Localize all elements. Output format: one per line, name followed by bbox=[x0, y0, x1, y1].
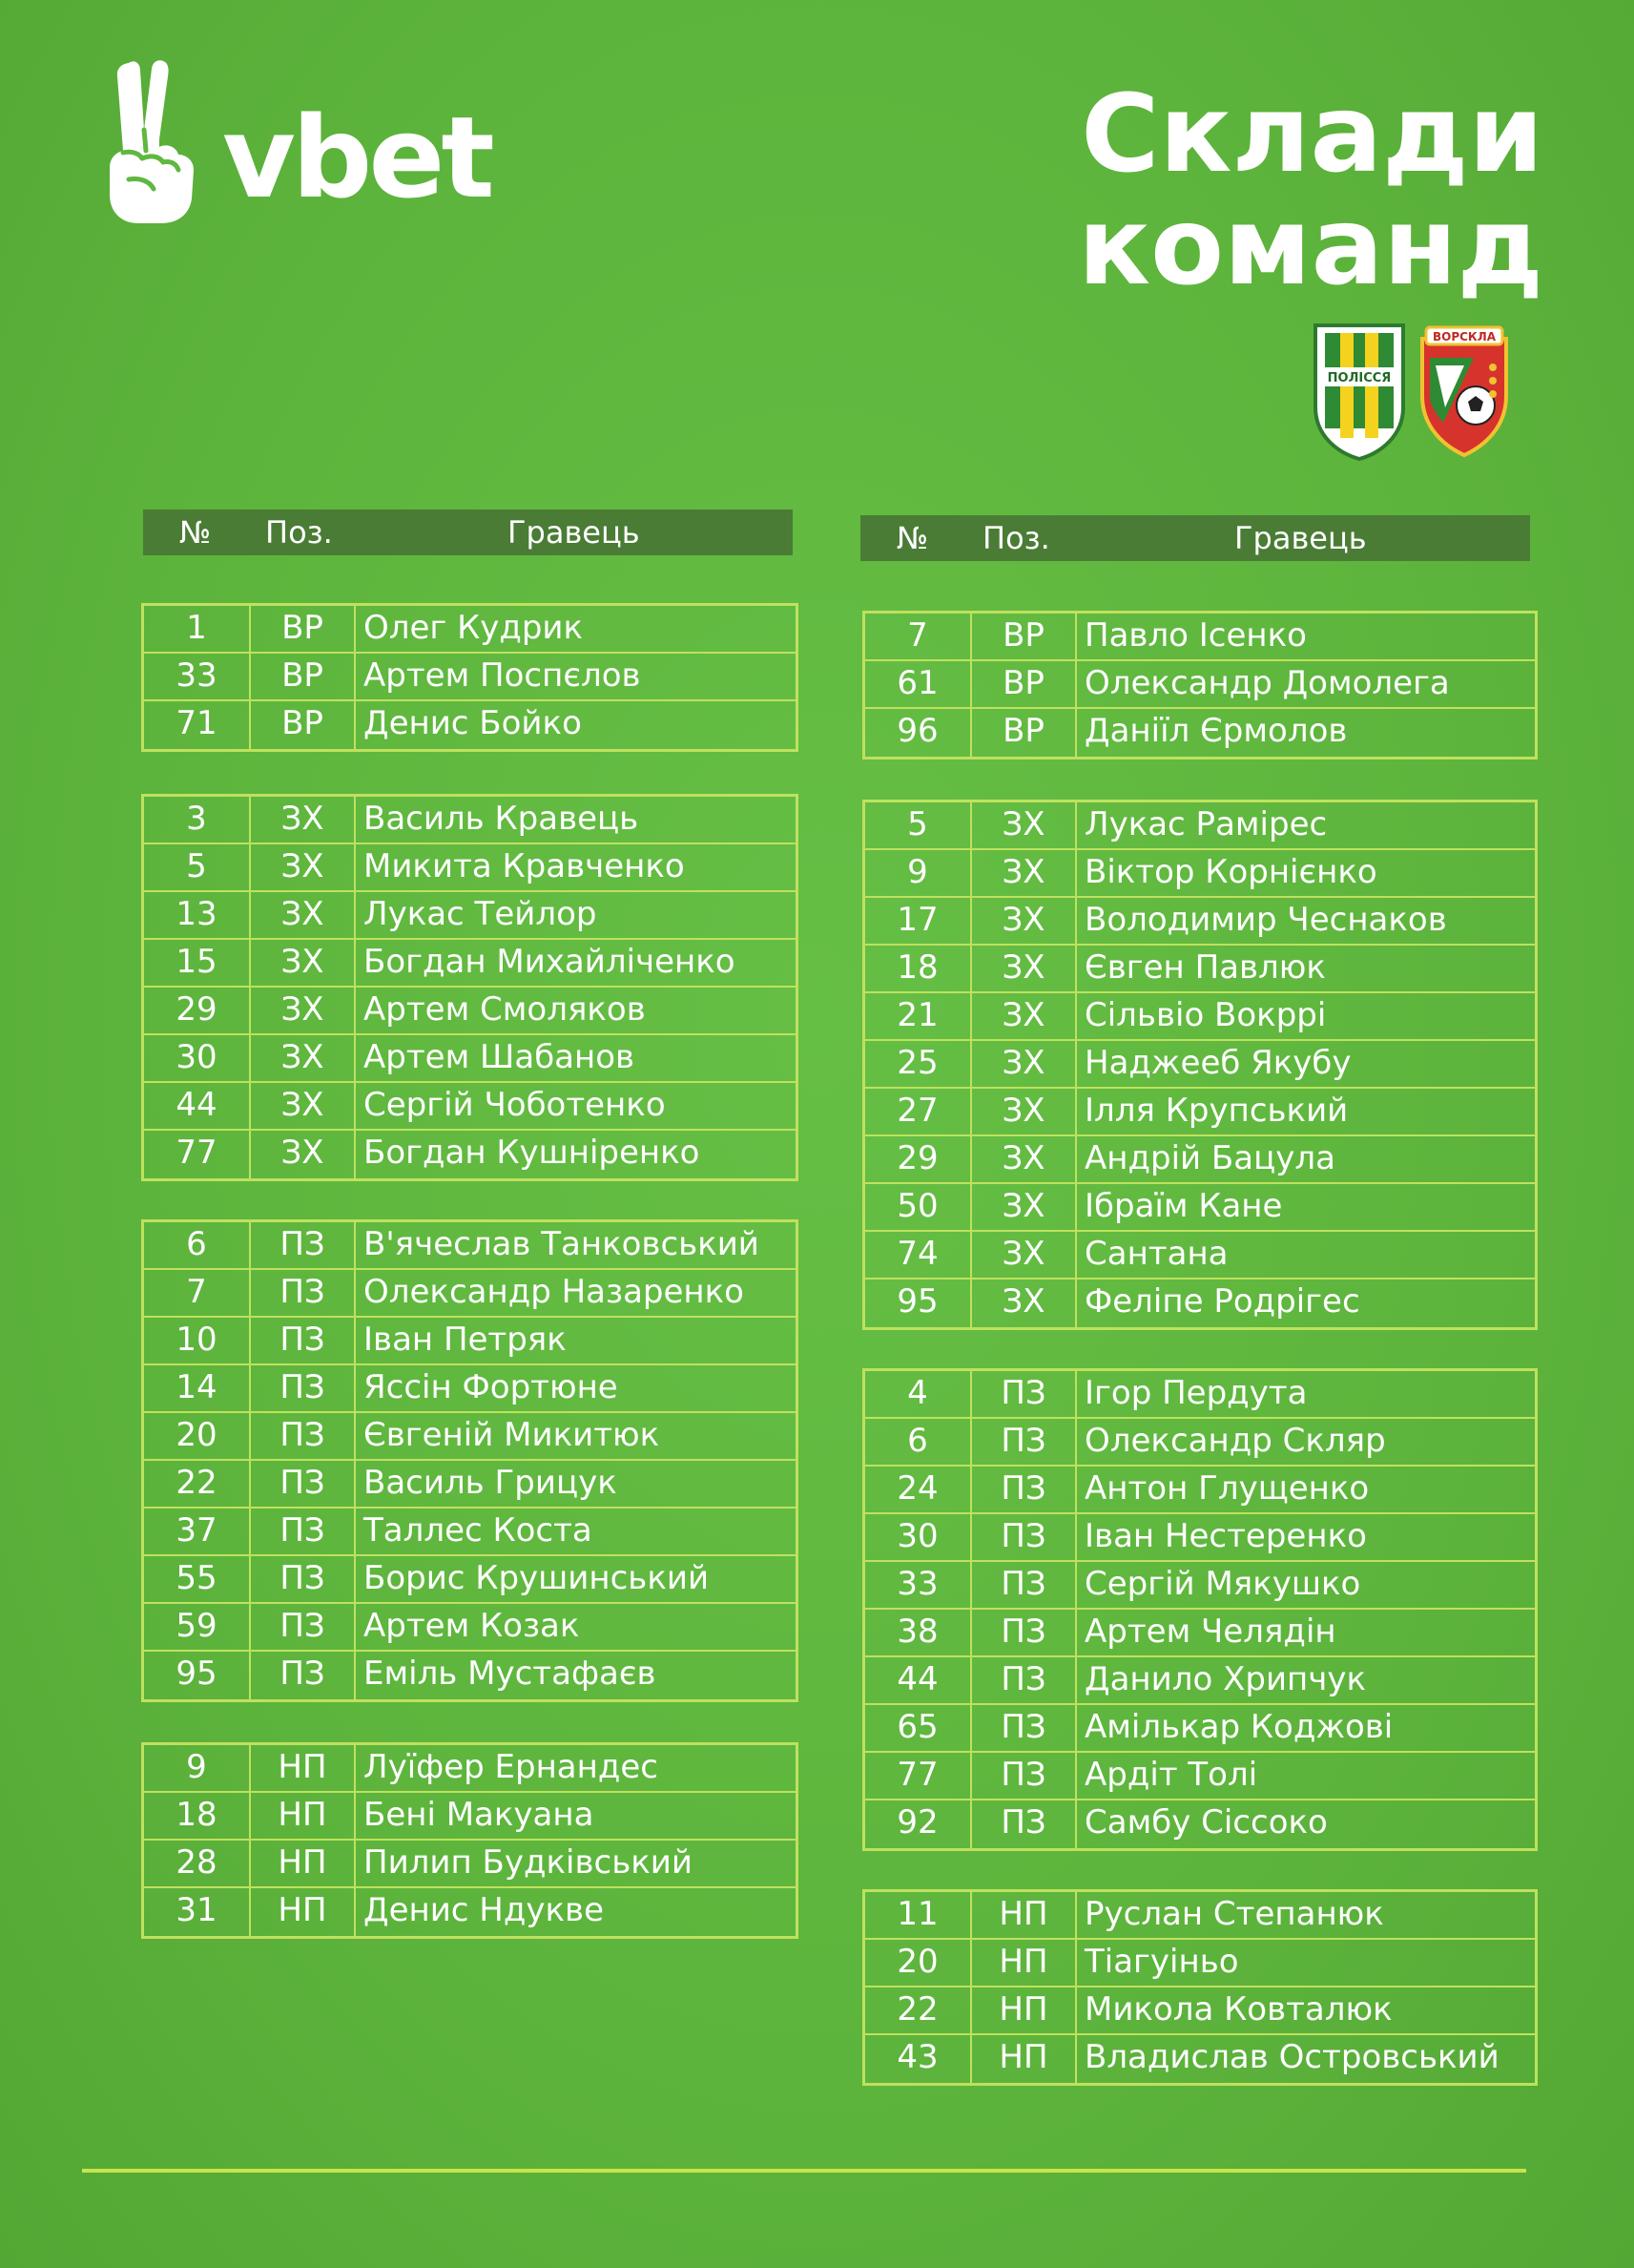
player-name: Ігор Пердута bbox=[1085, 1374, 1308, 1412]
left-table-header bbox=[143, 510, 793, 555]
player-number: 33 bbox=[865, 1562, 972, 1608]
player-position: ПЗ bbox=[972, 1800, 1077, 1848]
player-name: Богдан Кушніренко bbox=[363, 1134, 700, 1172]
player-row bbox=[144, 1222, 796, 1270]
logo-text: vbet bbox=[222, 92, 491, 223]
player-number: 92 bbox=[865, 1800, 972, 1848]
player-number: 30 bbox=[865, 1514, 972, 1560]
player-name: В'ячеслав Танковський bbox=[363, 1225, 759, 1263]
player-position: ПЗ bbox=[972, 1371, 1077, 1417]
player-row bbox=[865, 709, 1535, 757]
player-name: Олег Кудрик bbox=[363, 609, 584, 647]
player-number: 31 bbox=[144, 1888, 251, 1936]
player-number: 11 bbox=[865, 1892, 972, 1938]
header-num: № bbox=[179, 514, 212, 551]
player-number: 15 bbox=[144, 940, 251, 986]
player-name: Таллес Коста bbox=[363, 1511, 592, 1550]
player-position: ПЗ bbox=[972, 1705, 1077, 1751]
player-position: ЗХ bbox=[972, 898, 1077, 944]
player-row bbox=[144, 1556, 796, 1604]
player-position: ЗХ bbox=[251, 892, 356, 938]
player-row bbox=[865, 898, 1535, 946]
player-number: 37 bbox=[144, 1509, 251, 1554]
player-name: Василь Грицук bbox=[363, 1464, 617, 1502]
player-row bbox=[144, 1841, 796, 1888]
player-name: Лукас Рамірес bbox=[1085, 805, 1328, 843]
player-position: НП bbox=[251, 1841, 356, 1886]
player-row bbox=[144, 701, 796, 749]
player-position: ВР bbox=[972, 661, 1077, 707]
player-number: 18 bbox=[865, 946, 972, 991]
player-position: ПЗ bbox=[972, 1753, 1077, 1799]
header-player: Гравець bbox=[507, 514, 640, 551]
player-position: ЗХ bbox=[251, 1083, 356, 1129]
player-name: Олександр Домолега bbox=[1085, 664, 1450, 702]
player-name: Наджееб Якубу bbox=[1085, 1044, 1352, 1082]
victory-hand-icon bbox=[100, 55, 200, 227]
player-row bbox=[144, 1793, 796, 1841]
player-position: ЗХ bbox=[972, 802, 1077, 848]
player-position: ПЗ bbox=[251, 1413, 356, 1459]
player-number: 14 bbox=[144, 1365, 251, 1411]
player-position: ВР bbox=[251, 654, 356, 699]
player-position: ЗХ bbox=[972, 1136, 1077, 1182]
player-row bbox=[865, 1136, 1535, 1184]
player-name: Даніїл Єрмолов bbox=[1085, 712, 1348, 750]
player-number: 6 bbox=[144, 1222, 251, 1268]
player-number: 4 bbox=[865, 1371, 972, 1417]
player-number: 17 bbox=[865, 898, 972, 944]
player-row bbox=[144, 940, 796, 988]
player-row bbox=[865, 1041, 1535, 1089]
player-row bbox=[144, 988, 796, 1035]
header-pos: Поз. bbox=[982, 520, 1050, 556]
player-row bbox=[865, 1514, 1535, 1562]
player-number: 65 bbox=[865, 1705, 972, 1751]
player-row bbox=[144, 1365, 796, 1413]
player-position: ПЗ bbox=[972, 1610, 1077, 1655]
player-number: 9 bbox=[865, 850, 972, 896]
player-position: ВР bbox=[972, 709, 1077, 757]
player-row bbox=[865, 1184, 1535, 1232]
player-row bbox=[865, 1657, 1535, 1705]
player-number: 7 bbox=[144, 1270, 251, 1316]
player-number: 30 bbox=[144, 1035, 251, 1081]
player-position: ЗХ bbox=[972, 1184, 1077, 1230]
player-name: Феліпе Родрігес bbox=[1085, 1282, 1360, 1321]
player-row bbox=[865, 1610, 1535, 1657]
player-row bbox=[144, 1604, 796, 1652]
player-name: Ардіт Толі bbox=[1085, 1756, 1258, 1794]
player-position: НП bbox=[972, 1892, 1077, 1938]
player-number: 13 bbox=[144, 892, 251, 938]
player-position: НП bbox=[972, 1940, 1077, 1986]
player-row bbox=[144, 1318, 796, 1365]
player-position: ЗХ bbox=[972, 850, 1077, 896]
player-position: ЗХ bbox=[251, 797, 356, 843]
position-group bbox=[141, 603, 798, 752]
player-row bbox=[144, 1131, 796, 1178]
player-number: 50 bbox=[865, 1184, 972, 1230]
player-number: 7 bbox=[865, 614, 972, 659]
player-name: Денис Бойко bbox=[363, 704, 582, 742]
vorskla-crest-text: ВОРСКЛА bbox=[1432, 330, 1497, 343]
player-position: ПЗ bbox=[251, 1318, 356, 1363]
player-number: 59 bbox=[144, 1604, 251, 1650]
player-row bbox=[865, 1753, 1535, 1800]
player-row bbox=[865, 1800, 1535, 1848]
player-name: Ілля Крупський bbox=[1085, 1092, 1349, 1130]
player-name: Артем Козак bbox=[363, 1607, 580, 1645]
player-name: Данило Хрипчук bbox=[1085, 1660, 1367, 1698]
player-row bbox=[144, 1083, 796, 1131]
player-number: 28 bbox=[144, 1841, 251, 1886]
player-position: ЗХ bbox=[251, 1131, 356, 1178]
header-player: Гравець bbox=[1234, 520, 1367, 556]
player-name: Іван Нестеренко bbox=[1085, 1517, 1367, 1555]
player-position: ЗХ bbox=[972, 1232, 1077, 1278]
player-name: Самбу Сіссоко bbox=[1085, 1803, 1328, 1841]
player-position: ПЗ bbox=[251, 1461, 356, 1507]
player-position: ПЗ bbox=[251, 1509, 356, 1554]
player-name: Амількар Коджові bbox=[1085, 1708, 1394, 1746]
player-row bbox=[865, 1892, 1535, 1940]
player-row bbox=[865, 1371, 1535, 1419]
player-name: Сергій Мякушко bbox=[1085, 1565, 1361, 1603]
player-row bbox=[144, 1509, 796, 1556]
player-number: 95 bbox=[865, 1280, 972, 1327]
player-number: 20 bbox=[865, 1940, 972, 1986]
player-name: Яссін Фортюне bbox=[363, 1368, 618, 1406]
player-position: НП bbox=[251, 1888, 356, 1936]
player-number: 44 bbox=[144, 1083, 251, 1129]
player-row bbox=[865, 1419, 1535, 1467]
player-position: ПЗ bbox=[251, 1652, 356, 1699]
player-position: ПЗ bbox=[251, 1556, 356, 1602]
player-row bbox=[144, 1652, 796, 1699]
player-number: 95 bbox=[144, 1652, 251, 1699]
vbet-logo bbox=[100, 55, 520, 227]
player-name: Олександр Назаренко bbox=[363, 1273, 744, 1311]
player-position: ПЗ bbox=[972, 1562, 1077, 1608]
player-position: ЗХ bbox=[251, 940, 356, 986]
player-position: ВР bbox=[251, 606, 356, 652]
player-number: 18 bbox=[144, 1793, 251, 1839]
player-row bbox=[865, 614, 1535, 661]
player-position: НП bbox=[972, 2035, 1077, 2083]
player-position: ПЗ bbox=[251, 1365, 356, 1411]
position-group bbox=[862, 1368, 1538, 1851]
player-name: Руслан Степанюк bbox=[1085, 1895, 1384, 1933]
player-name: Артем Шабанов bbox=[363, 1038, 635, 1076]
player-number: 74 bbox=[865, 1232, 972, 1278]
player-number: 77 bbox=[144, 1131, 251, 1178]
position-group bbox=[862, 611, 1538, 759]
player-name: Бені Макуана bbox=[363, 1796, 594, 1834]
team-crests bbox=[1312, 320, 1512, 463]
player-name: Луїфер Ернандес bbox=[363, 1748, 658, 1786]
player-name: Тіагуіньо bbox=[1085, 1943, 1239, 1981]
player-row bbox=[144, 797, 796, 844]
player-position: ВР bbox=[972, 614, 1077, 659]
player-name: Еміль Мустафаєв bbox=[363, 1654, 656, 1693]
player-name: Ібраїм Кане bbox=[1085, 1187, 1283, 1225]
player-position: ПЗ bbox=[251, 1222, 356, 1268]
player-number: 22 bbox=[144, 1461, 251, 1507]
player-row bbox=[865, 2035, 1535, 2083]
player-number: 29 bbox=[144, 988, 251, 1033]
player-row bbox=[144, 844, 796, 892]
player-name: Богдан Михайліченко bbox=[363, 943, 735, 981]
player-name: Микита Кравченко bbox=[363, 847, 685, 885]
player-row bbox=[865, 850, 1535, 898]
player-number: 9 bbox=[144, 1745, 251, 1791]
player-name: Андрій Бацула bbox=[1085, 1139, 1335, 1177]
player-position: ЗХ bbox=[251, 1035, 356, 1081]
player-position: ЗХ bbox=[972, 1280, 1077, 1327]
player-number: 6 bbox=[865, 1419, 972, 1465]
player-position: НП bbox=[251, 1793, 356, 1839]
player-name: Павло Ісенко bbox=[1085, 616, 1307, 655]
player-name: Микола Ковталюк bbox=[1085, 1990, 1393, 2029]
player-name: Володимир Чеснаков bbox=[1085, 901, 1447, 939]
player-row bbox=[865, 1987, 1535, 2035]
player-number: 44 bbox=[865, 1657, 972, 1703]
player-row bbox=[865, 1467, 1535, 1514]
vorskla-crest-icon bbox=[1422, 327, 1506, 455]
player-number: 55 bbox=[144, 1556, 251, 1602]
player-position: ПЗ bbox=[972, 1657, 1077, 1703]
player-position: ЗХ bbox=[251, 988, 356, 1033]
player-name: Артем Смоляков bbox=[363, 990, 646, 1029]
player-number: 1 bbox=[144, 606, 251, 652]
player-row bbox=[865, 1940, 1535, 1987]
player-number: 96 bbox=[865, 709, 972, 757]
player-number: 22 bbox=[865, 1987, 972, 2033]
player-number: 5 bbox=[144, 844, 251, 890]
title-line-2: команд bbox=[1078, 185, 1543, 309]
player-position: ПЗ bbox=[972, 1467, 1077, 1512]
player-number: 29 bbox=[865, 1136, 972, 1182]
player-row bbox=[865, 1562, 1535, 1610]
player-number: 3 bbox=[144, 797, 251, 843]
player-row bbox=[865, 1089, 1535, 1136]
player-row bbox=[144, 1461, 796, 1509]
player-row bbox=[144, 1745, 796, 1793]
player-row bbox=[144, 606, 796, 654]
player-row bbox=[865, 1232, 1535, 1280]
right-table-header bbox=[860, 515, 1530, 561]
player-row bbox=[144, 892, 796, 940]
player-row bbox=[144, 654, 796, 701]
player-number: 43 bbox=[865, 2035, 972, 2083]
position-group bbox=[862, 800, 1538, 1330]
player-name: Денис Ндукве bbox=[363, 1891, 604, 1929]
player-position: ЗХ bbox=[972, 993, 1077, 1039]
player-name: Євген Павлюк bbox=[1085, 948, 1326, 987]
player-position: НП bbox=[972, 1987, 1077, 2033]
player-position: ЗХ bbox=[972, 946, 1077, 991]
position-group bbox=[141, 1219, 798, 1702]
player-position: ЗХ bbox=[972, 1089, 1077, 1134]
bottom-divider bbox=[82, 2169, 1526, 2173]
player-position: ПЗ bbox=[251, 1270, 356, 1316]
position-group bbox=[141, 1742, 798, 1939]
player-name: Сантана bbox=[1085, 1235, 1229, 1273]
player-name: Пилип Будківський bbox=[363, 1843, 693, 1882]
player-position: ПЗ bbox=[972, 1419, 1077, 1465]
player-position: ЗХ bbox=[972, 1041, 1077, 1087]
title-line-1: Склади bbox=[1081, 73, 1543, 197]
player-row bbox=[865, 946, 1535, 993]
player-number: 20 bbox=[144, 1413, 251, 1459]
player-number: 25 bbox=[865, 1041, 972, 1087]
player-name: Артем Поспєлов bbox=[363, 656, 641, 695]
player-name: Артем Челядін bbox=[1085, 1613, 1336, 1651]
player-position: ВР bbox=[251, 701, 356, 749]
player-number: 27 bbox=[865, 1089, 972, 1134]
player-name: Лукас Тейлор bbox=[363, 895, 597, 933]
player-row bbox=[865, 1705, 1535, 1753]
player-row bbox=[144, 1413, 796, 1461]
player-name: Борис Крушинський bbox=[363, 1559, 710, 1597]
polissya-crest-text: ПОЛІССЯ bbox=[1327, 371, 1392, 385]
player-row bbox=[144, 1035, 796, 1083]
player-name: Василь Кравець bbox=[363, 800, 639, 838]
player-row bbox=[865, 661, 1535, 709]
player-position: ПЗ bbox=[251, 1604, 356, 1650]
player-name: Сільвіо Вокррі bbox=[1085, 996, 1327, 1034]
player-name: Віктор Корнієнко bbox=[1085, 853, 1377, 891]
player-number: 21 bbox=[865, 993, 972, 1039]
player-number: 71 bbox=[144, 701, 251, 749]
player-row bbox=[144, 1888, 796, 1936]
player-row bbox=[865, 993, 1535, 1041]
player-number: 38 bbox=[865, 1610, 972, 1655]
player-number: 24 bbox=[865, 1467, 972, 1512]
player-number: 77 bbox=[865, 1753, 972, 1799]
player-name: Владислав Островський bbox=[1085, 2038, 1500, 2076]
player-row bbox=[144, 1270, 796, 1318]
header-pos: Поз. bbox=[265, 514, 333, 551]
player-name: Олександр Скляр bbox=[1085, 1422, 1386, 1460]
header-num: № bbox=[897, 520, 929, 556]
player-row bbox=[865, 1280, 1535, 1327]
player-position: ЗХ bbox=[251, 844, 356, 890]
player-number: 33 bbox=[144, 654, 251, 699]
player-name: Іван Петряк bbox=[363, 1321, 567, 1359]
position-group bbox=[141, 794, 798, 1181]
player-number: 10 bbox=[144, 1318, 251, 1363]
player-position: ПЗ bbox=[972, 1514, 1077, 1560]
player-name: Антон Глущенко bbox=[1085, 1469, 1370, 1508]
player-number: 61 bbox=[865, 661, 972, 707]
player-number: 5 bbox=[865, 802, 972, 848]
player-name: Євгеній Микитюк bbox=[363, 1416, 660, 1454]
polissya-crest-icon bbox=[1315, 325, 1403, 459]
player-row bbox=[865, 802, 1535, 850]
player-name: Сергій Чоботенко bbox=[363, 1086, 666, 1124]
page-title bbox=[1009, 73, 1543, 309]
player-position: НП bbox=[251, 1745, 356, 1791]
position-group bbox=[862, 1889, 1538, 2086]
